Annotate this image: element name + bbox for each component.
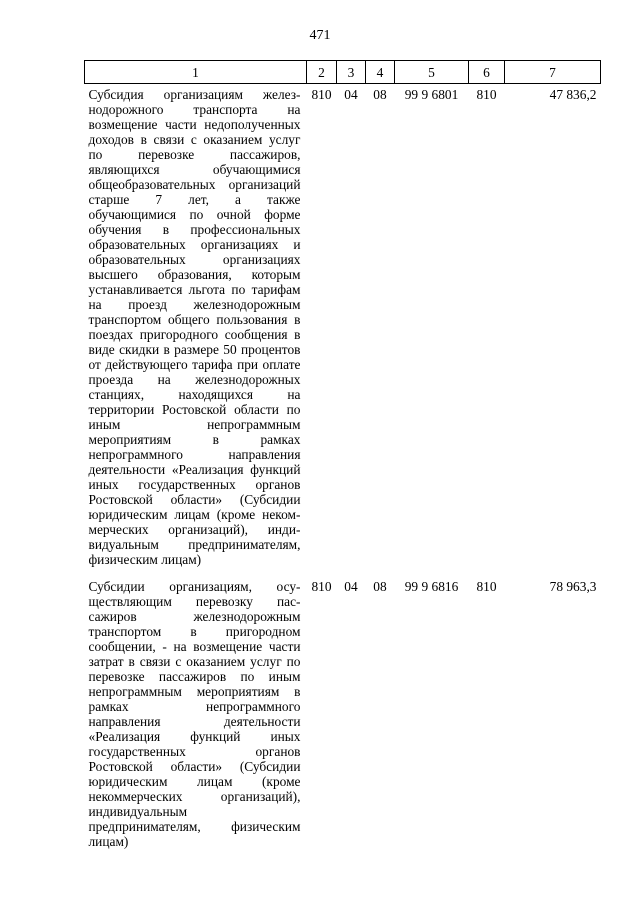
- row-code-ministry: 810: [311, 579, 332, 594]
- header-col-6: 6: [469, 61, 505, 84]
- header-col-1: 1: [85, 61, 307, 84]
- row-amount: 78 963,3: [549, 579, 597, 594]
- header-col-4: 4: [366, 61, 395, 84]
- row-description: Субсидии организациям, осуществляющим перевозку пассажиров железнодорожным транспортом в пригородном сообщении, - на возмещение части затрат в связи с оказанием услуг по перевозке пассажиров по иным непрограммным мероприятиям в рамках непрограммного направления деятельности «Реализация функций иных государственных органов Ростовской области» (Субсидии юридическим лицам (кроме некоммерческих организаций), индивидуальным предпринимателям, физическим лицам): [88, 579, 301, 849]
- table-body: [85, 84, 601, 850]
- header-row: [85, 61, 601, 84]
- row-code-target: 99 9 6801: [404, 87, 459, 102]
- row-amount: 47 836,2: [549, 87, 597, 102]
- row-code-expense-type: 810: [476, 87, 497, 102]
- header-col-3: 3: [337, 61, 366, 84]
- row-description: Субсидия организациям железнодорожного транспорта на возмещение части недополученных доходов в связи с оказанием услуг по перевозке пассажиров, являющихся обучающимися общеобразовательных организаций старше 7 лет, а также обучающимися по очной форме обучения в профессиональных образовательных организациях и образовательных организациях высшего образования, которым устанавливается льгота по тарифам на проезд железнодорожным транспортом общего пользования в поездах пригородного сообщения в виде скидки в размере 50 процентов от действующего тарифа при оплате проезда на железнодорожных станциях, находящихся на территории Ростовской области по иным непрограммным мероприятиям в рамках непрограммного направления деятельности «Реализация функций иных государственных органов Ростовской области» (Субсидии юридическим лицам (кроме некоммерческих организаций), индивидуальным предпринимателям, физическим лицам): [88, 87, 301, 567]
- table-row: [85, 567, 601, 849]
- row-code-section: 04: [344, 87, 358, 102]
- row-code-ministry: 810: [311, 87, 332, 102]
- table-row: [85, 84, 601, 568]
- header-col-7: 7: [505, 61, 601, 84]
- budget-table: [84, 60, 601, 849]
- row-code-expense-type: 810: [476, 579, 497, 594]
- row-code-section: 04: [344, 579, 358, 594]
- row-code-subsection: 08: [373, 579, 387, 594]
- header-col-5: 5: [395, 61, 469, 84]
- row-code-subsection: 08: [373, 87, 387, 102]
- table-header: [85, 61, 601, 84]
- page-number: 471: [309, 28, 331, 43]
- row-code-target: 99 9 6816: [404, 579, 459, 594]
- header-col-2: 2: [307, 61, 337, 84]
